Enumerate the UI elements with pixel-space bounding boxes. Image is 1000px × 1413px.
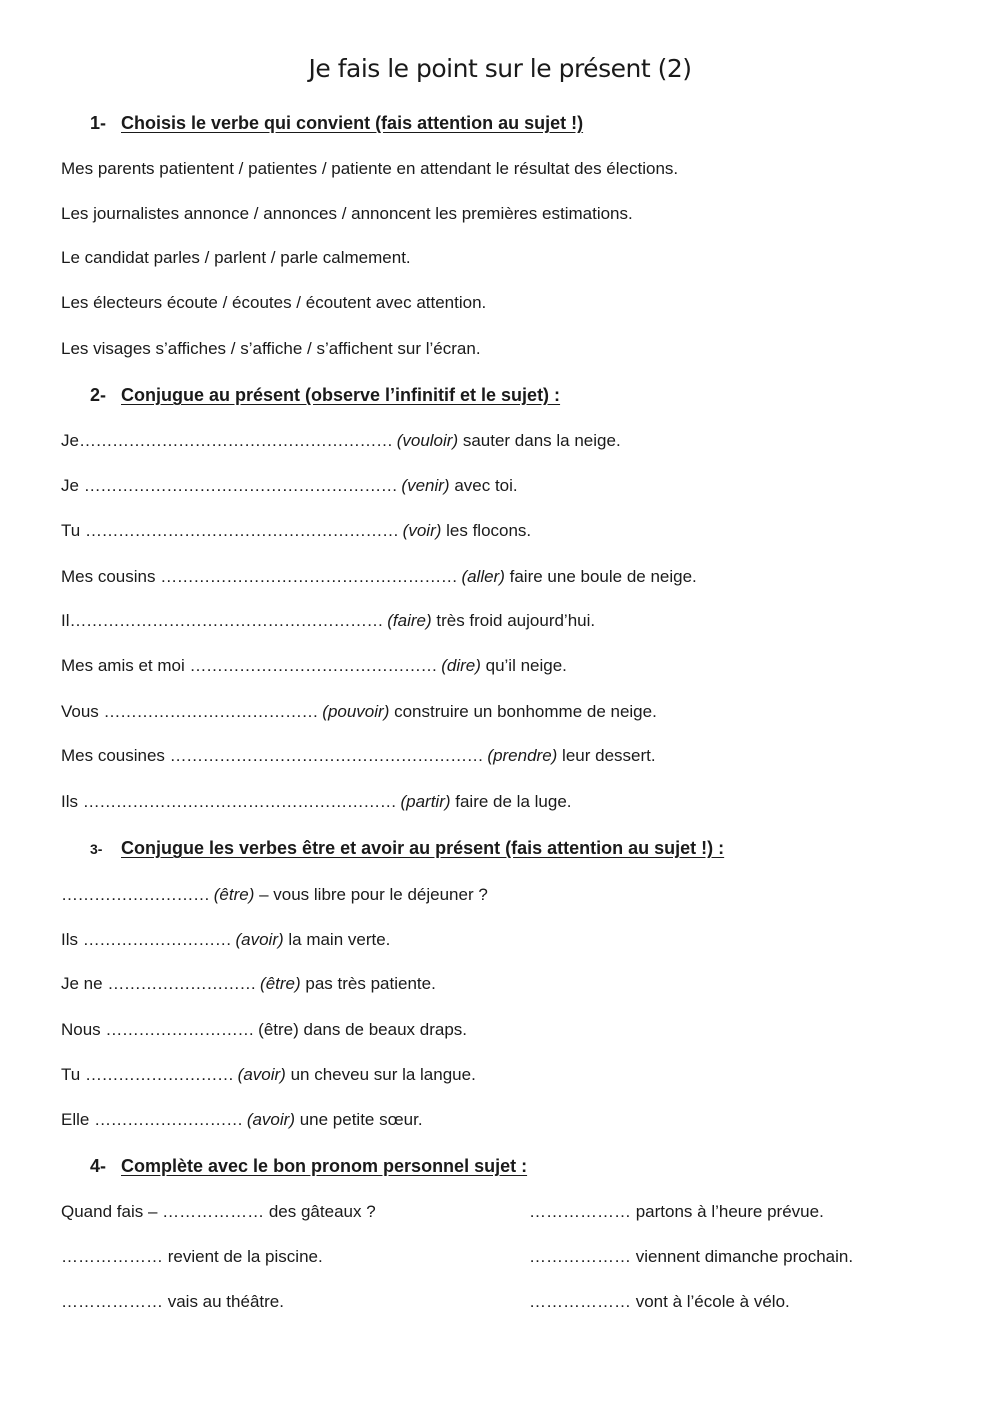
infinitive: (prendre) — [487, 746, 558, 765]
section-2-heading — [90, 385, 560, 406]
infinitive: (être) — [260, 974, 301, 993]
exercise-line — [61, 974, 436, 994]
infinitive: (être) — [213, 885, 255, 904]
exercise-line — [61, 885, 488, 905]
subject: Je — [61, 476, 84, 495]
sentence-end: – vous libre pour le déjeuner ? — [254, 885, 488, 904]
subject: Ils — [61, 792, 83, 811]
exercise-line — [61, 521, 531, 541]
subject: Vous — [61, 702, 104, 721]
infinitive: (partir) — [400, 792, 451, 811]
exercise-line — [61, 930, 390, 950]
sentence-end: les flocons. — [441, 521, 532, 540]
infinitive: (aller) — [461, 567, 505, 586]
exercise-line — [61, 611, 595, 631]
sentence-end: avec toi. — [449, 476, 518, 495]
answer-blank[interactable]: ………………………………………………… — [169, 746, 488, 765]
subject: Je — [61, 431, 79, 450]
section-number: 1- — [90, 113, 107, 133]
answer-blank[interactable]: ……………………………………………… — [160, 567, 462, 586]
exercise-line: Les journalistes annonce / annonces / annoncent les premières estimations. — [61, 204, 633, 223]
sentence-end: sauter dans la neige. — [458, 431, 621, 450]
answer-blank[interactable]: ……………………… — [84, 1065, 238, 1084]
infinitive: (pouvoir) — [322, 702, 390, 721]
subject: Ils — [61, 930, 83, 949]
section-title: Conjugue les verbes être et avoir au présent (fais attention au sujet !) : — [121, 838, 725, 858]
exercise-line: ……………… partons à l’heure prévue. — [529, 1202, 824, 1221]
sentence-end: faire une boule de neige. — [504, 567, 697, 586]
answer-blank[interactable]: ………………………………………………… — [69, 611, 388, 630]
section-3-heading — [90, 838, 724, 859]
section-title: Conjugue au présent (observe l’infinitif et le sujet) : — [121, 385, 561, 405]
exercise-line — [61, 656, 567, 676]
subject: Je ne — [61, 974, 108, 993]
infinitive: (faire) — [387, 611, 432, 630]
answer-blank[interactable]: ………………………………………………… — [78, 431, 397, 450]
section-1-heading — [90, 113, 583, 134]
infinitive: (avoir) — [237, 1065, 286, 1084]
exercise-line: Les électeurs écoute / écoutes / écoutent avec attention. — [61, 293, 487, 312]
sentence-end: une petite sœur. — [294, 1110, 423, 1129]
page-title: Je fais le point sur le présent (2) — [308, 54, 692, 83]
section-title: Complète avec le bon pronom personnel sujet : — [121, 1156, 528, 1176]
exercise-line — [61, 567, 697, 587]
subject: Nous — [61, 1020, 106, 1039]
answer-blank[interactable]: ……………………… — [61, 885, 214, 904]
exercise-line — [61, 476, 518, 496]
exercise-line: ……………… vont à l’école à vélo. — [529, 1292, 790, 1311]
exercise-line: Le candidat parles / parlent / parle calmement. — [61, 248, 411, 267]
sentence-end: leur dessert. — [557, 746, 656, 765]
exercise-line — [61, 1110, 423, 1130]
section-4-heading — [90, 1156, 527, 1177]
infinitive: (voir) — [402, 521, 442, 540]
subject: Mes cousines — [61, 746, 170, 765]
sentence-end: construire un bonhomme de neige. — [389, 702, 657, 721]
exercise-line — [61, 702, 657, 722]
infinitive: (dire) — [441, 656, 481, 675]
section-number: 4- — [90, 1156, 107, 1176]
answer-blank[interactable]: ……………………… — [105, 1020, 259, 1039]
answer-blank[interactable]: ……………………………………… — [189, 656, 442, 675]
exercise-line: Quand fais – ……………… des gâteaux ? — [61, 1202, 376, 1221]
sentence-end: pas très patiente. — [300, 974, 436, 993]
exercise-line: ……………… revient de la piscine. — [61, 1247, 323, 1266]
subject: Tu — [61, 521, 85, 540]
subject: Mes cousins — [61, 567, 161, 586]
exercise-line — [61, 1020, 467, 1040]
sentence-end: un cheveu sur la langue. — [285, 1065, 476, 1084]
section-number: 2- — [90, 385, 107, 405]
exercise-line — [61, 792, 572, 812]
answer-blank[interactable]: ………………………………… — [103, 702, 323, 721]
answer-blank[interactable]: ……………………… — [94, 1110, 247, 1129]
section-number: 3- — [90, 841, 103, 857]
sentence-end: très froid aujourd’hui. — [431, 611, 596, 630]
exercise-line: ……………… vais au théâtre. — [61, 1292, 284, 1311]
subject: Il — [61, 611, 70, 630]
sentence-end: (être) dans de beaux draps. — [258, 1020, 468, 1039]
sentence-end: la main verte. — [283, 930, 391, 949]
infinitive: (vouloir) — [396, 431, 459, 450]
answer-blank[interactable]: ……………………… — [107, 974, 261, 993]
exercise-line — [61, 1065, 476, 1085]
section-title: Choisis le verbe qui convient (fais attention au sujet !) — [121, 113, 584, 133]
sentence-end: faire de la luge. — [450, 792, 572, 811]
exercise-line: Les visages s’affiches / s’affiche / s’affichent sur l’écran. — [61, 339, 481, 358]
exercise-line — [61, 746, 656, 766]
sentence-end: qu’il neige. — [480, 656, 567, 675]
answer-blank[interactable]: ………………………………………………… — [84, 521, 403, 540]
subject: Tu — [61, 1065, 85, 1084]
answer-blank[interactable]: ………………………………………………… — [83, 476, 402, 495]
answer-blank[interactable]: ………………………………………………… — [82, 792, 401, 811]
exercise-line: ……………… viennent dimanche prochain. — [529, 1247, 854, 1266]
subject: Mes amis et moi — [61, 656, 190, 675]
subject: Elle — [61, 1110, 95, 1129]
exercise-line — [61, 431, 621, 451]
exercise-line: Mes parents patientent / patientes / patiente en attendant le résultat des élections. — [61, 159, 679, 178]
infinitive: (avoir) — [246, 1110, 295, 1129]
answer-blank[interactable]: ……………………… — [82, 930, 236, 949]
infinitive: (avoir) — [235, 930, 284, 949]
infinitive: (venir) — [401, 476, 450, 495]
